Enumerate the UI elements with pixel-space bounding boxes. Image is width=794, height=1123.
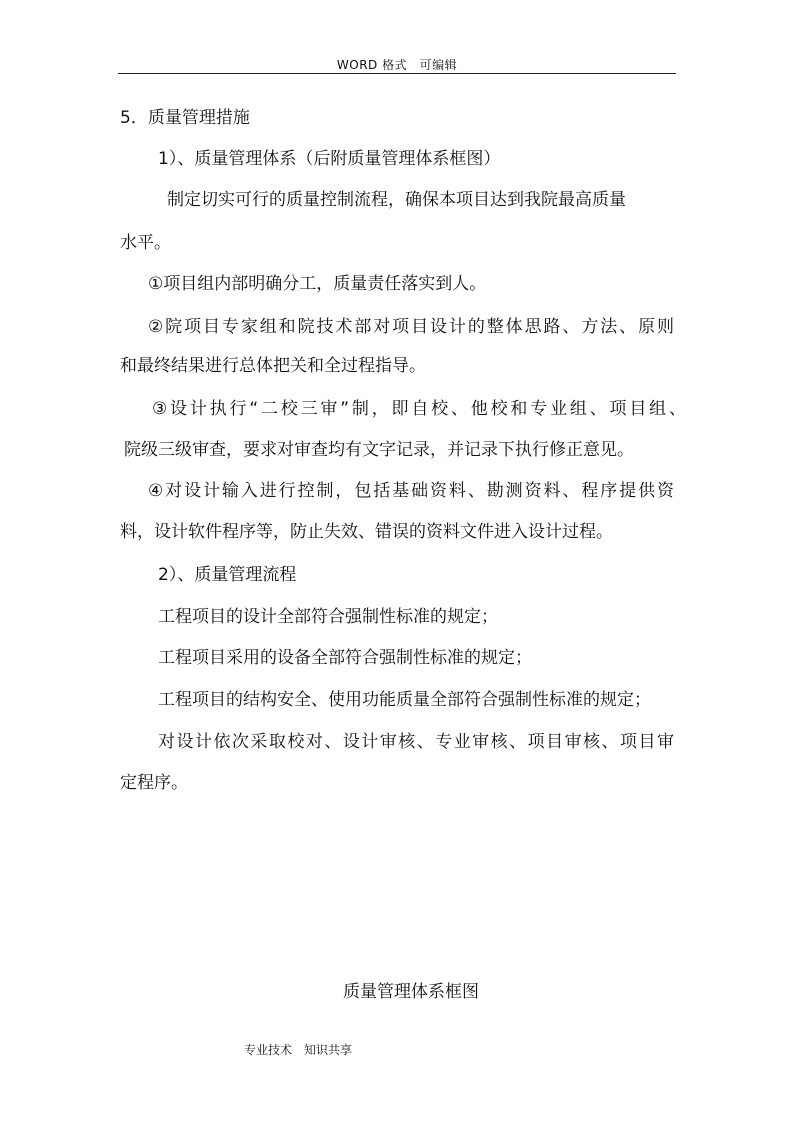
list-item-3-line-2: 院级三级审查，要求对审查均有文字记录，并记录下执行修正意见。 [124, 440, 634, 460]
flow-item-4-line-1: 对设计依次采取校对、设计审核、专业审核、项目审核、项目审 [158, 732, 674, 752]
flow-item-1: 工程项目的设计全部符合强制性标准的规定； [158, 607, 498, 627]
subsection-heading-1: 1）、质量管理体系（后附质量管理体系框图） [158, 149, 501, 169]
list-item-2-line-1: ②院项目专家组和院技术部对项目设计的整体思路、方法、原则 [148, 317, 674, 337]
list-item-2-line-2: 和最终结果进行总体把关和全过程指导。 [120, 356, 426, 376]
figure-caption: 质量管理体系框图 [343, 982, 479, 1002]
section-title: 5．质量管理措施 [120, 108, 250, 128]
list-item-4-line-2: 料，设计软件程序等，防止失效、错误的资料文件进入设计过程。 [120, 522, 613, 542]
paragraph-intro-line-2: 水平。 [120, 233, 171, 253]
paragraph-intro-line-1: 制定切实可行的质量控制流程，确保本项目达到我院最高质量 [167, 190, 626, 210]
flow-item-3: 工程项目的结构安全、使用功能质量全部符合强制性标准的规定； [158, 690, 651, 710]
subsection-heading-2: 2）、质量管理流程 [158, 565, 297, 585]
list-item-3-line-1: ③设计执行“二校三审”制，即自校、他校和专业组、项目组、 [152, 399, 686, 419]
list-item-4-line-1: ④对设计输入进行控制，包括基础资料、勘测资料、程序提供资 [148, 481, 674, 501]
page-footer: 专业技术 知识共享 [244, 1043, 353, 1057]
header-divider [118, 73, 676, 74]
list-item-1: ①项目组内部明确分工，质量责任落实到人。 [148, 274, 487, 294]
flow-item-2: 工程项目采用的设备全部符合强制性标准的规定； [158, 648, 532, 668]
page-header: WORD 格式 可编辑 [336, 58, 458, 72]
flow-item-4-line-2: 定程序。 [120, 773, 188, 793]
